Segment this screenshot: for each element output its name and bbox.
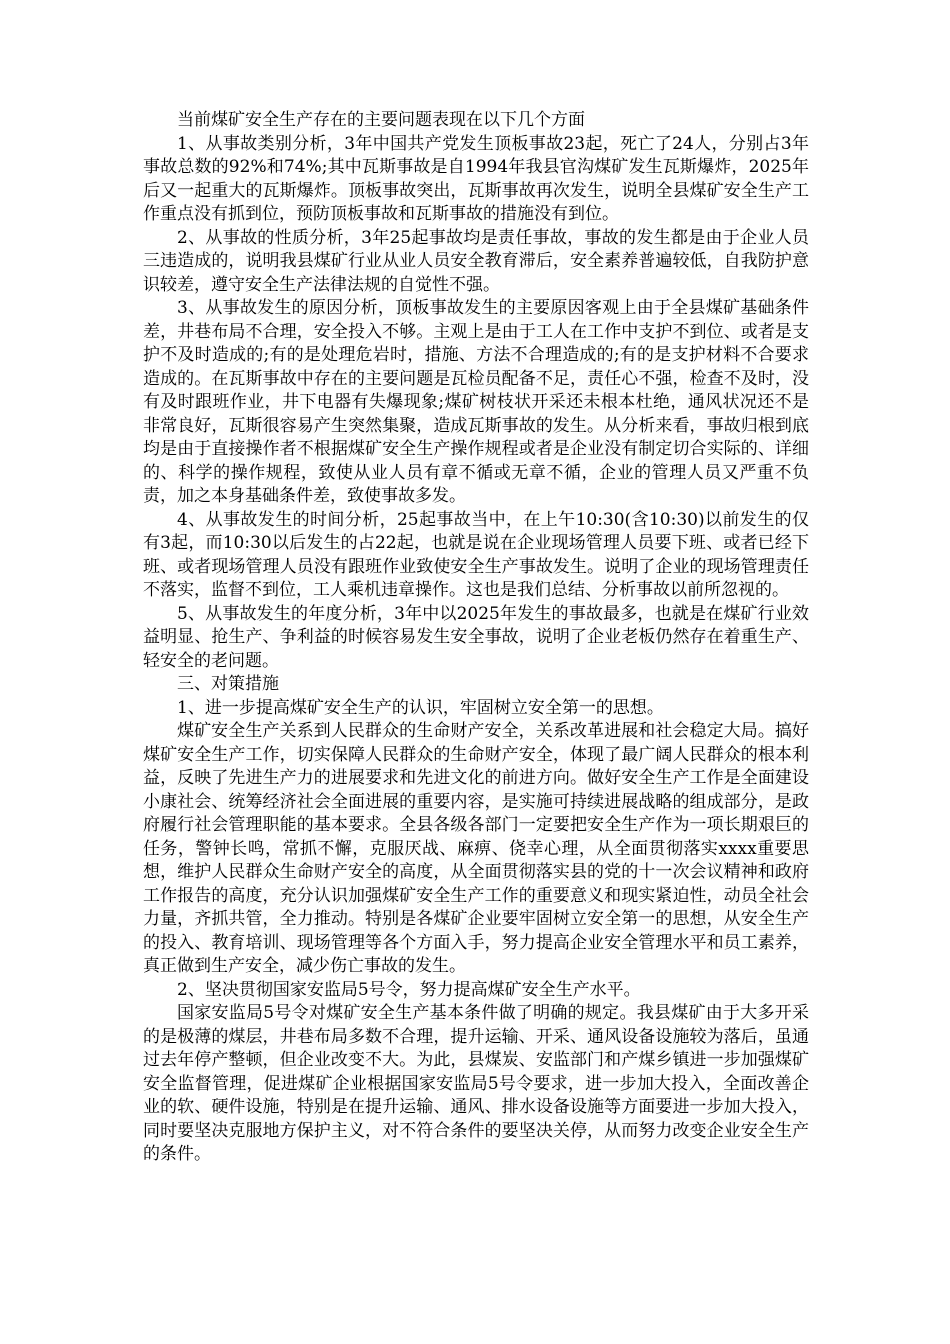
paragraph-accident-time: 4、从事故发生的时间分析，25起事故当中，在上午10:30(含10:30)以前发生的仅有3起，而10:30以后发生的占22起，也就是说在企业现场管理人员要下班、或者已经下班、或者现场管理人员没有跟班作业致使安全生产事故发生。说明了企业的现场管理责任不落实，监督不到位，工人乘机违章操作。这也是我们总结、分析事故以前所忽视的。 [143,509,809,600]
document-body [143,109,809,1167]
paragraph-accident-type: 1、从事故类别分析，3年中国共产党发生顶板事故23起，死亡了24人，分别占3年事故总数的92%和74%;其中瓦斯事故是自1994年我县官沟煤矿发生瓦斯爆炸，2025年后又一起重大的瓦斯爆炸。顶板事故突出，瓦斯事故再次发生，说明全县煤矿安全生产工作重点没有抓到位，预防顶板事故和瓦斯事故的措施没有到位。 [143,133,809,224]
subheading-order-5: 2、坚决贯彻国家安监局5号令，努力提高煤矿安全生产水平。 [177,979,641,1000]
paragraph-accident-nature: 2、从事故的性质分析，3年25起事故均是责任事故，事故的发生都是由于企业人员三违造成的，说明我县煤矿行业从业人员安全教育滞后，安全素养普遍较低，自我防护意识较差，遵守安全生产法律法规的自觉性不强。 [143,227,809,295]
subheading-raise-awareness: 1、进一步提高煤矿安全生产的认识，牢固树立安全第一的思想。 [177,697,664,718]
paragraph-accident-cause: 3、从事故发生的原因分析，顶板事故发生的主要原因客观上由于全县煤矿基础条件差，井巷布局不合理，安全投入不够。主观上是由于工人在工作中支护不到位、或者是支护不及时造成的;有的是处理危岩时，措施、方法不合理造成的;有的是支护材料不合要求造成的。在瓦斯事故中存在的主要问题是瓦检员配备不足，责任心不强，检查不及时，没有及时跟班作业，井下电器有失爆现象;煤矿树枝状开采还未根本杜绝，通风状况还不是非常良好，瓦斯很容易产生突然集聚，造成瓦斯事故的发生。从分析来看，事故归根到底均是由于直接操作者不根据煤矿安全生产操作规程或者是企业没有制定切合实际的、详细的、科学的操作规程，致使从业人员有章不循或无章不循，企业的管理人员又严重不负责，加之本身基础条件差，致使事故多发。 [143,298,809,506]
section-heading-countermeasures: 三、对策措施 [177,674,279,694]
paragraph-raise-awareness: 煤矿安全生产关系到人民群众的生命财产安全，关系改革进展和社会稳定大局。搞好煤矿安全生产工作，切实保障人民群众的生命财产安全，体现了最广阔人民群众的根本利益，反映了先进生产力的进展要求和先进文化的前进方向。做好安全生产工作是全面建设小康社会、统筹经济社会全面进展的重要内容，是实施可持续进展战略的组成部分，是政府履行社会管理职能的基本要求。全县各级各部门一定要把安全生产作为一项长期艰巨的任务，警钟长鸣，常抓不懈，克服厌战、麻痹、侥幸心理，从全面贯彻落实xxxx重要思想，维护人民群众生命财产安全的高度，从全面贯彻落实县的党的十一次会议精神和政府工作报告的高度，充分认识加强煤矿安全生产工作的重要意义和现实紧迫性，动员全社会力量，齐抓共管，全力推动。特别是各煤矿企业要牢固树立安全第一的思想，从安全生产的投入、教育培训、现场管理等各个方面入手，努力提高企业安全管理水平和员工素养，真正做到生产安全，减少伤亡事故的发生。 [143,721,809,976]
heading-main-problems: 当前煤矿安全生产存在的主要问题表现在以下几个方面 [177,110,585,130]
paragraph-accident-year: 5、从事故发生的年度分析，3年中以2025年发生的事故最多，也就是在煤矿行业效益明显、抢生产、争利益的时候容易发生安全事故，说明了企业老板仍然存在着重生产、轻安全的老问题。 [143,603,809,671]
paragraph-order-5: 国家安监局5号令对煤矿安全生产基本条件做了明确的规定。我县煤矿由于大多开采的是极薄的煤层，井巷布局多数不合理，提升运输、开采、通风设备设施较为落后，虽通过去年停产整顿，但企业改变不大。为此，县煤炭、安监部门和产煤乡镇进一步加强煤矿安全监督管理，促进煤矿企业根据国家安监局5号令要求，进一步加大投入，全面改善企业的软、硬件设施，特别是在提升运输、通风、排水设备设施等方面要进一步加大投入，同时要坚决克服地方保护主义，对不符合条件的要坚决关停，从而努力改变企业安全生产的条件。 [143,1003,809,1164]
